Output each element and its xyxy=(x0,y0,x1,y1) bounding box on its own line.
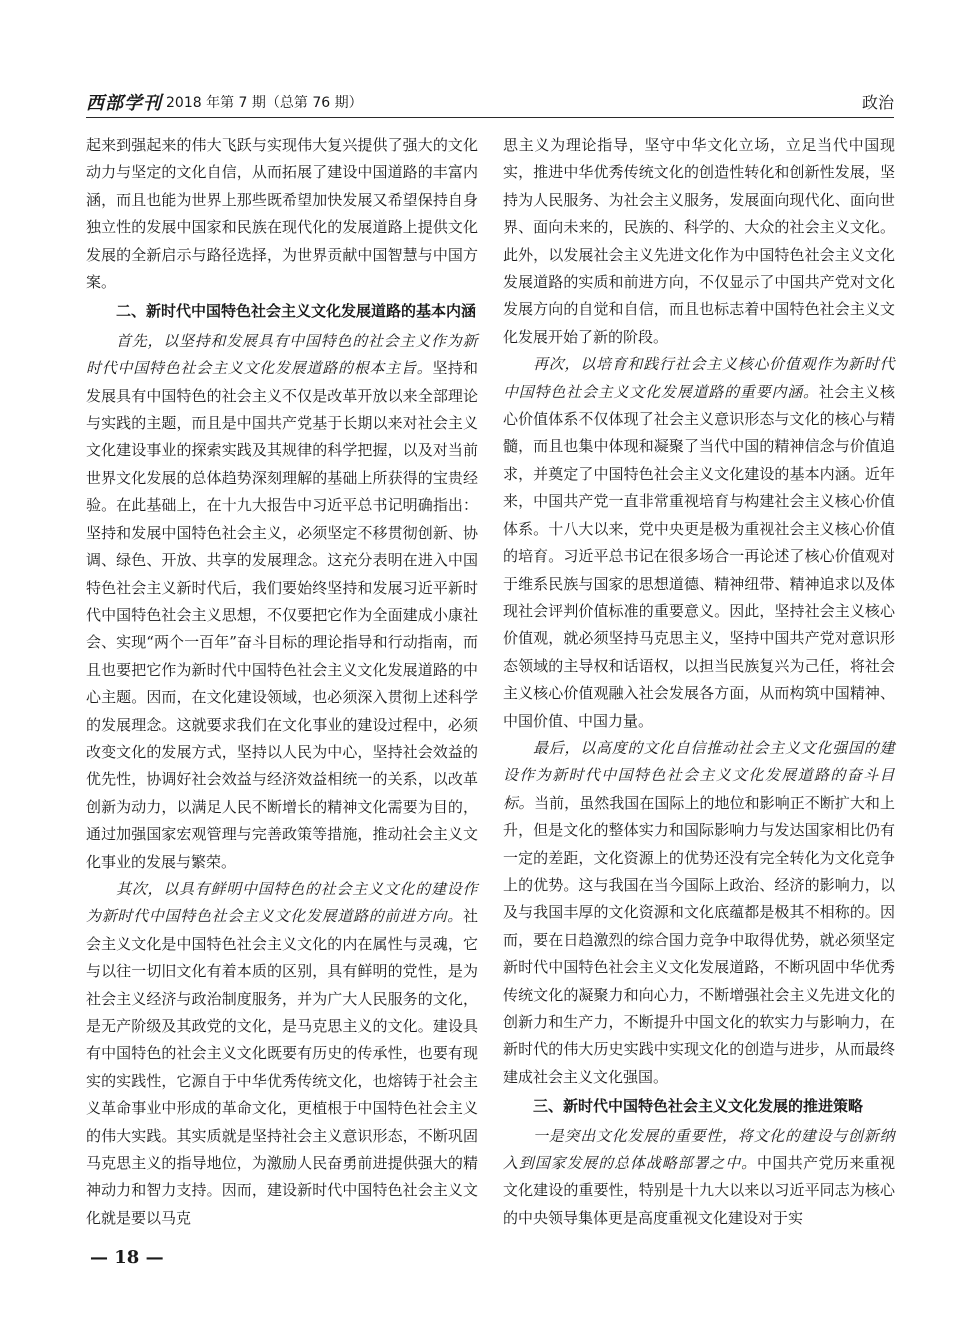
paragraph-body: 坚持和发展具有中国特色的社会主义不仅是改革开放以来全部理论与实践的主题，而且是中国共产党基于长期以来对社会主义文化建设事业的探索实践及其规律的科学把握，以及对当前世界文化发展的总体趋势深刻理解的基础上所获得的宝贵经验。在此基础上，在十九大报告中习近平总书记明确指出：坚持和发展中国特色社会主义，必须坚定不移贯彻创新、协调、绿色、开放、共享的发展理念。这充分表明在进入中国特色社会主义新时代后，我们要始终坚持和发展习近平新时代中国特色社会主义思想，不仅要把它作为全面建成小康社会、实现“两个一百年”奋斗目标的理论指导和行动指南，而且也要把它作为新时代中国特色社会主义文化发展道路的中心主题。因而，在文化建设领域，也必须深入贯彻上述科学的发展理念。这就要求我们在文化事业的建设过程中，必须改变文化的发展方式，坚持以人民为中心，坚持社会效益的优先性，协调好社会效益与经济效益相统一的关系，以改革创新为动力，以满足人民不断增长的精神文化需要为目的，通过加强国家宏观管理与完善政策等措施，推动社会主义文化事业的发展与繁荣。 xyxy=(86,359,478,871)
paragraph-body: 社会主义文化是中国特色社会主义文化的内在属性与灵魂，它与以往一切旧文化有着本质的区别，具有鲜明的党性，是为社会主义经济与政治制度服务，并为广大人民服务的文化，是无产阶级及其政党的文化，是马克思主义的文化。建设具有中国特色的社会主义文化既要有历史的传承性，也要有现实的实践性，它源自于中华优秀传统文化，也熔铸于社会主义革命事业中形成的革命文化，更植根于中国特色社会主义的伟大实践。其实质就是坚持社会主义意识形态，不断巩固马克思主义的指导地位，为激励人民奋勇前进提供强大的精神动力和智力支持。因而，建设新时代中国特色社会主义文化就是要以马克 xyxy=(86,907,478,1227)
paragraph-lead: 再次，以培育和践行社会主义核心价值观作为新时代中国特色社会主义文化发展道路的重要内涵。 xyxy=(503,355,895,401)
paragraph xyxy=(86,876,478,1232)
paragraph-lead: 首先，以坚持和发展具有中国特色的社会主义作为新时代中国特色社会主义文化发展道路的根本主旨。 xyxy=(86,331,478,378)
paragraph-body: 社会主义核心价值体系不仅体现了社会主义意识形态与文化的核心与精髓，而且也集中体现和凝聚了当代中国的精神信念与价值追求，并奠定了中国特色社会主义文化建设的基本内涵。近年来，中国共产党一直非常重视培育与构建社会主义核心价值体系。十八大以来，党中央更是极为重视社会主义核心价值的培育。习近平总书记在很多场合一再论述了核心价值观对于维系民族与国家的思想道德、精神纽带、精神追求以及体现社会评判价值标准的重要意义。因此，坚持社会主义核心价值观，就必须坚持马克思主义，坚持中国共产党对意识形态领域的主导权和话语权，以担当民族复兴为己任，将社会主义核心价值观融入社会发展各方面，从而构筑中国精神、中国价值、中国力量。 xyxy=(503,382,895,730)
right-column xyxy=(503,132,895,1312)
paragraph-lead: 最后，以高度的文化自信推动社会主义文化强国的建设作为新时代中国特色社会主义文化发展道路的奋斗目标。 xyxy=(503,738,895,812)
section-heading: 二、新时代中国特色社会主义文化发展道路的基本内涵 xyxy=(116,302,477,321)
paragraph xyxy=(503,351,895,735)
left-column xyxy=(86,132,478,1312)
page-number: — 18 — xyxy=(90,1247,164,1268)
paragraph xyxy=(86,328,478,876)
paragraph-body: 当前，虽然我国在国际上的地位和影响正不断扩大和上升，但是文化的整体实力和国际影响力与发达国家相比仍有一定的差距，文化资源上的优势还没有完全转化为文化竞争上的优势。这与我国在当今国际上政治、经济的影响力，以及与我国丰厚的文化资源和文化底蕴都是极其不相称的。因而，要在日趋激烈的综合国力竞争中取得优势，就必须坚定新时代中国特色社会主义文化发展道路，不断巩固中华优秀传统文化的凝聚力和向心力，不断增强社会主义先进文化的创新力和生产力，不断提升中国文化的软实力与影响力，在新时代的伟大历史实践中实现文化的创造与进步，从而最终建成社会主义文化强国。 xyxy=(503,793,895,1086)
issue-info: 2018 年第 7 期（总第 76 期） xyxy=(166,95,363,111)
paragraph-body: 中国共产党历来重视文化建设的重要性，特别是十九大以来以习近平同志为核心的中央领导集体更是高度重视文化建设对于实 xyxy=(503,1154,895,1227)
paragraph xyxy=(503,1123,895,1233)
paragraph-lead: 一是突出文化发展的重要性，将文化的建设与创新纳入到国家发展的总体战略部署之中。 xyxy=(503,1126,895,1173)
paragraph: 思主义为理论指导，坚守中华文化立场，立足当代中国现实，推进中华优秀传统文化的创造性转化和创新性发展，坚持为人民服务、为社会主义服务，发展面向现代化、面向世界、面向未来的，民族的、科学的、大众的社会主义文化。此外，以发展社会主义先进文化作为中国特色社会主义文化发展道路的实质和前进方向，不仅显示了中国共产党对文化发展方向的自觉和自信，而且也标志着中国特色社会主义文化发展开始了新的阶段。 xyxy=(503,136,895,346)
section-label: 政治 xyxy=(861,93,894,112)
journal-logo: 西部学刊 xyxy=(86,93,162,114)
paragraph: 起来到强起来的伟大飞跃与实现伟大复兴提供了强大的文化动力与坚定的文化自信，从而拓展了建设中国道路的丰富内涵，而且也能为世界上那些既希望加快发展又希望保持自身独立性的发展中国家和民族在现代化的发展道路上提供文化发展的全新启示与路径选择，为世界贡献中国智慧与中国方案。 xyxy=(86,136,478,292)
section-heading: 三、新时代中国特色社会主义文化发展的推进策略 xyxy=(533,1097,864,1116)
paragraph-lead: 其次，以具有鲜明中国特色的社会主义文化的建设作为新时代中国特色社会主义文化发展道路的前进方向。 xyxy=(86,879,478,926)
page-header xyxy=(86,87,894,118)
paragraph xyxy=(503,735,895,1091)
